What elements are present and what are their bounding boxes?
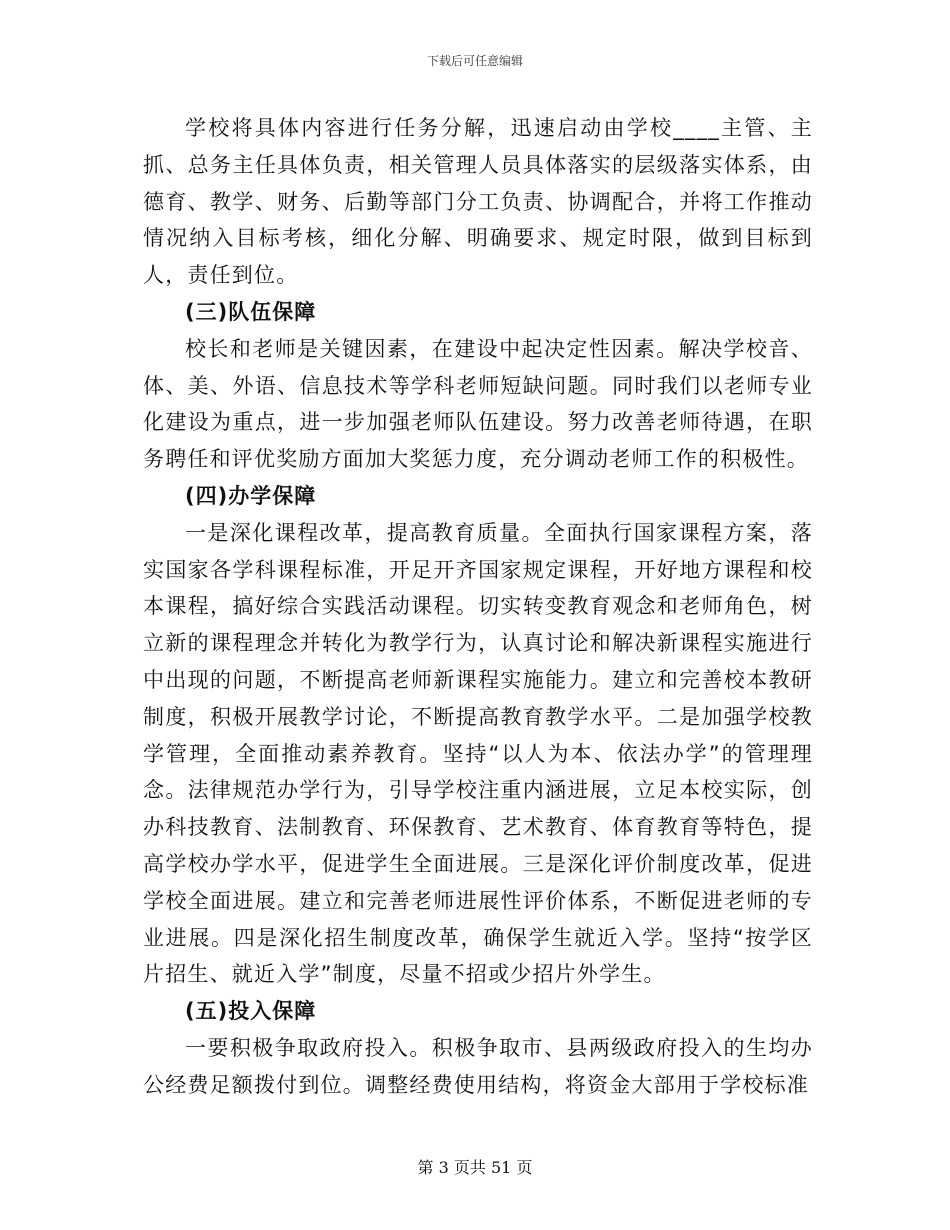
paragraph-schooling: 一是深化课程改革，提高教育质量。全面执行国家课程方案，落实国家各学科课程标准，开足开齐国家规定课程，开好地方课程和校本课程，搞好综合实践活动课程。切实转变教育观念和老师角色，树立新的课程理念并转化为教学行为，认真讨论和解决新课程实施进行中出现的问题，不断提高老师新课程实施能力。建立和完善校本教研制度，积极开展教学讨论，不断提高教育教学水平。二是加强学校教学管理，全面推动素养教育。坚持“以人为本、依法办学”的管理理念。法律规范办学行为，引导学校注重内涵进展，立足本校实际，创办科技教育、法制教育、环保教育、艺术教育、体育教育等特色，提高学校办学水平，促进学生全面进展。三是深化评价制度改革，促进学校全面进展。建立和完善老师进展性评价体系，不断促进老师的专业进展。四是深化招生制度改革，确保学生就近入学。坚持“按学区片招生、就近入学”制度，尽量不招或少招片外学生。: [143, 520, 813, 987]
section-heading-team: (三)队伍保障: [185, 299, 317, 324]
document-body: [143, 110, 813, 1104]
paragraph-investment: 一要积极争取政府投入。积极争取市、县两级政府投入的生均办公经费足额拨付到位。调整经费使用结构，将资金大部用于学校标准: [143, 1035, 813, 1097]
page-header: 下载后可任意编辑: [426, 54, 523, 68]
paragraph-team: 校长和老师是关键因素，在建设中起决定性因素。解决学校音、体、美、外语、信息技术等学科老师短缺问题。同时我们以老师专业化建设为重点，进一步加强老师队伍建设。努力改善老师待遇，在职务聘任和评优奖励方面加大奖惩力度，充分调动老师工作的积极性。: [143, 336, 813, 472]
page-footer: 第 3 页共 51 页: [417, 1158, 533, 1177]
section-heading-schooling: (四)办学保障: [185, 483, 317, 508]
paragraph-task-breakdown: 学校将具体内容进行任务分解，迅速启动由学校____主管、主抓、总务主任具体负责，相关管理人员具体落实的层级落实体系，由德育、教学、财务、后勤等部门分工负责、协调配合，并将工作推动情况纳入目标考核，细化分解、明确要求、规定时限，做到目标到人，责任到位。: [143, 116, 813, 288]
section-heading-investment: (五)投入保障: [185, 999, 317, 1024]
